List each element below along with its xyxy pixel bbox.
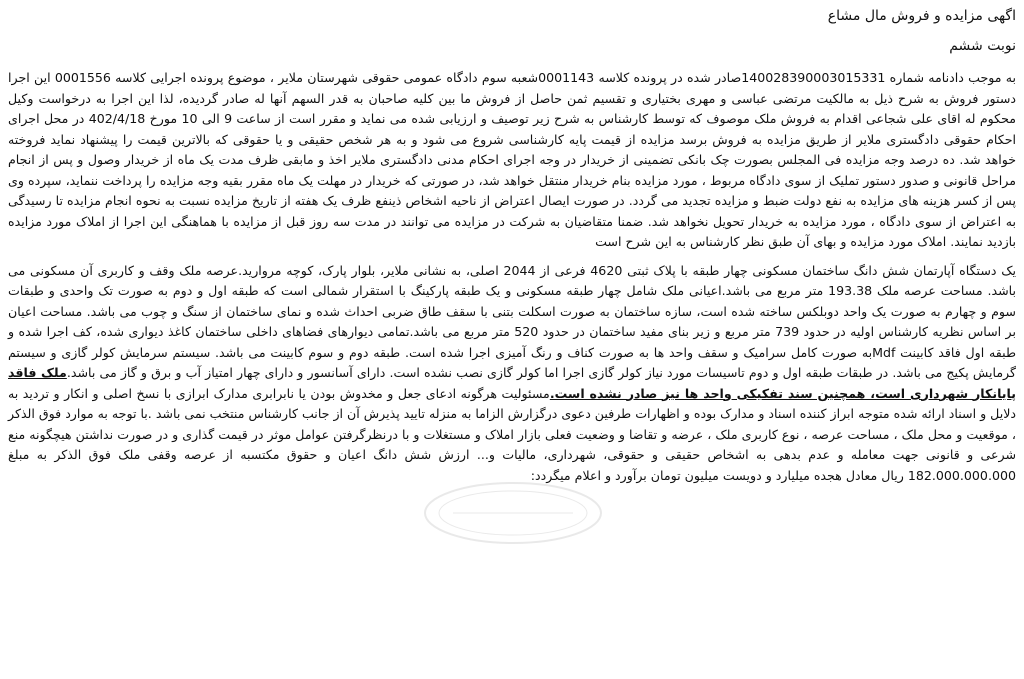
notice-round: نوبت ششم [949,38,1016,54]
auction-terms-paragraph: به موجب دادنامه شماره 140028390003015331صادر شده در پرونده کلاسه 0001143شعبه سوم دادگاه عمومی حقوقی شهرستان ملایر ، موضوع پرونده اجرایی کلاسه 0001556 این اجرا دستور فروش به شرح ذیل به مالکیت مرتضی عباسی و مهری بختیاری و تقسیم ثمن حاصل از فروش ما بین کلیه صاحبان به قدر السهم آنها له صادر گردیده، لذا این اجرا به درخواست وکیل محکوم له اقای علی شجاعی اقدام به فروش ملک موصوف که توسط کارشناس به شرح زیر توصیف و ارزیابی شده می نماید و مقرر است از ساعت 9 الی 10 مورخ 402/4/18 در محل اجرای احکام حقوقی دادگستری ملایر از طریق مزایده به فروش برسد مزایده از قیمت پایه کارشناسی شروع می شود و به هر شخص حقیقی و یا حقوقی که بالاترین قیمت را پیشنهاد نماید فروخته خواهد شد. ده درصد وجه مزایده فی المجلس بصورت چک بانکی تضمینی از خریدار در وجه اجرای احکام مدنی دادگستری ملایر اخذ و مابقی ظرف مدت یک ماه از خریدار وصول و پس از انجام مراحل قانونی و صدور دستور تملیک از سوی دادگاه مربوط ، مورد مزایده بنام خریدار منتقل خواهد شد، در صورتی که خریدار در مهلت یک ماه مقرر بقیه وجه مزایده را پرداخت ننماید، سپرده وی پس از کسر هزینه های مزایده به نفع دولت ضبط و مزایده تجدید می گردد. در صورت ایصال اعتراض از ناحیه اشخاص ذینفع ظرف یک هفته از تاریخ مزایده نسبت به نحوه انجام مزایده تا رسیدگی به اعتراض از سوی دادگاه ، مورد مزایده به خریدار تحویل نخواهد شد. ضمنا متقاضیان به شرکت در مزایده می توانند در مدت سه روز قبل از مزایده با هماهنگی این اجرا از املاک مورد مزایده بازدید نمایند. املاک مورد مزایده و بهای آن طبق نظر کارشناس به این شرح است [8,70,1016,249]
property-description-text: یک دستگاه آپارتمان شش دانگ ساختمان مسکونی چهار طبقه با پلاک ثبتی 4620 فرعی از 2044 اصلی، به نشانی ملایر، بلوار پارک، کوچه مروارید.عرصه ملک وقف و کاربری آن مسکونی می باشد. مساحت عرصه ملک 193.38 متر مربع می باشد.اعیانی ملک شامل چهار طبقه مسکونی و یک طبقه پارکینگ با استقرار شمالی است که طبقه اول و دوم به صورت تک واحدی و طبقات سوم و چهارم به صورت یک واحد دوبلکس ساخته شده است، سازه ساختمان به صورت اسکلت بتنی با سقف طاق ضربی احداث شده و نمای ساختمان از سنگ و چوب می باشد. مساحت اعیان بر اساس نظریه کارشناس اولیه در حدود 739 متر مربع و زیر بنای مفید ساختمان در حدود 520 متر مربع می باشد.تمامی دیوارهای فضاهای داخلی ساختمان کاغذ دیواری شده، کف اجرا شده و طبقه اول فاقد کابینت Mdfبه صورت کامل سرامیک و سقف واحد ها به صورت کناف و رنگ آمیزی اجرا شده است. طبقه دوم و سوم کابینت می باشد. سیستم سرمایش کولر گازی و سیستم گرمایش پکیج می باشد. در طبقات طبقه اول و دوم تاسیسات مورد نیاز کولر گازی اجرا اما کولر گازی نصب نشده است. دارای آسانسور و دارای چهار امتیاز آب و برق و گاز می باشد. [8,262,1017,380]
valuation-text: مسئولیت هرگونه ادعای جعل و مخدوش بودن یا نابرابری مدارک ابرازی با نسخ اصلی و انکار و تردید به دلایل و اسناد ارائه شده متوجه ابراز کننده اسناد و مدارک بوده و اظهارات طرفین دعوی درگزارش الزاما به منزله تایید پذیرش آن از جانب کارشناس منتخب نمی باشد .با توجه به موارد فوق الذکر ، موقعیت و محل ملک ، مساحت عرصه ، نوع کاربری ملک ، عرضه و تقاضا و وضعیت فعلی بازار املاک و مستغلات و با درنظرگرفتن عوامل موثر در قیمت گذاری و در صورت نداشتن هیچگونه منع شرعی و قانونی جهت معامله و عدم بدهی به اشخاص حقیقی و حقوقی، شهرداری، مالیات و... ارزش شش دانگ اعیان و حقوق مکتسبه از عرصه وقفی ملک فوق الذکر به مبلغ 182.000.000.000 ریال معادل هجده میلیارد و دویست میلیون تومان برآورد و اعلام میگردد: [8,385,1016,483]
notice-title: اگهی مزایده و فروش مال مشاع [827,8,1016,24]
auction-notice [8,4,1016,675]
permit-status-note: ملک فاقد پایانکار شهرداری است، همچنین سند تفکیکی واحد ها نیز صادر نشده است. [8,365,1016,401]
property-description-paragraph [8,261,1016,487]
